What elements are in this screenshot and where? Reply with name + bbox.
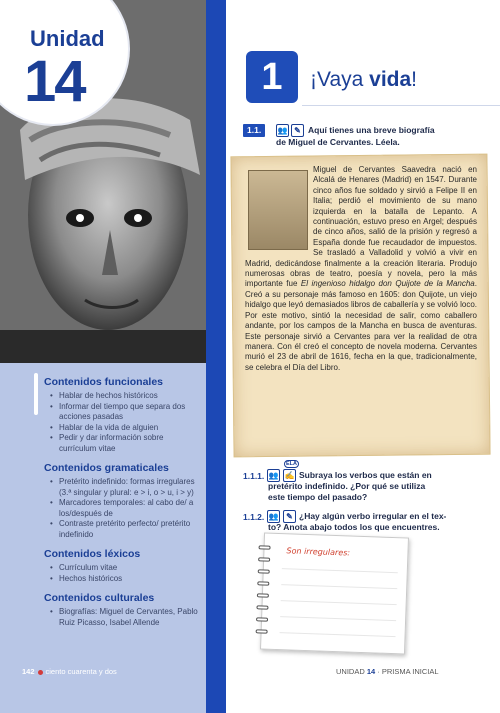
spiral-ring-icon [256,605,268,609]
answer-notebook[interactable] [260,533,409,655]
exercise-instruction: este tiempo del pasado? [268,492,368,502]
spiral-ring-icon [258,569,270,573]
page-number-words: ciento cuarenta y dos [45,667,117,676]
contents-section [28,376,202,454]
people-icon: 👥 [268,471,279,480]
page-number: 142 [22,667,35,676]
contents-section [28,592,202,628]
exercise-instruction: ¿Hay algún verbo irregular en el tex- [299,511,447,521]
people-icon: 👥 [268,512,279,521]
notebook-label: Son irregulares: [286,546,351,558]
section-title: Contenidos léxicos [44,548,141,560]
spiral-ring-icon [258,557,270,561]
unit-label: Unidad [30,26,105,51]
section-title-heading: ¡Vaya vida! [310,68,418,91]
section-title: Contenidos funcionales [44,376,164,388]
list-item: • Pedir y dar información sobre currículum vitae [50,433,202,454]
left-column [0,0,206,713]
grammar-icon: ✍ [284,471,295,480]
exercise-tag: 1.1.1. [243,471,265,481]
list-item: • Biografías: Miguel de Cervantes, Pablo Ruiz Picasso, Isabel Allende [50,607,202,628]
footer-right: UNIDAD 14 · PRISMA INICIAL [336,667,439,676]
contents-list [28,376,202,636]
spiral-ring-icon [256,629,268,633]
spiral-ring-icon [258,545,270,549]
write-icon: ✎ [283,510,296,523]
read-icon: ✎ [291,124,304,137]
footer-left [22,667,117,676]
exercise-tag: 1.1. [243,124,265,137]
list-item: • Hablar de hechos históricos [50,391,202,402]
dot-icon [38,670,43,675]
exercise-tag: 1.1.2. [243,512,265,522]
section-title: Contenidos culturales [44,592,155,604]
section-number: 1 [246,51,298,103]
spiral-ring-icon [257,581,269,585]
exercise-instruction: Aquí tienes una breve biografía [308,125,435,135]
exercise-instruction: to? Anota abajo todos los que encuentres. [268,522,440,532]
list-item: • Pretérito indefinido: formas irregulares (3.ª singular y plural: e > i, o > u, i > y) [50,477,202,498]
section-title: Contenidos gramaticales [44,462,169,474]
biography-text: Miguel de Cervantes Saavedra nació en Alcalá de Henares (Madrid) en 1547. Durante cinco años fue soldado y sirvió a Felipe II en Italia; perdió el movimiento de su mano izquierda en la batalla de Lepanto. A continuación, estuvo preso en Argel; después de cinco años, salió de la prisión y regresó a España donde fue recaudador de impuestos. Se trasladó a Valladolid y volvió a vivir en Madrid, dedicándose finalmente a la creación literaria. Produjo numerosas obras de teatro, poesía y novela, pero la más importante fue El ingenioso hidalgo don Quijote de la Mancha. Creó a su personaje más famoso en 1605: don Quijote, un viejo hidalgo que leyó demasiados libros de caballería y se volvió loco. Por este motivo, sintió la necesidad de salir, como caballero andante, por los campos de la Mancha en busca de aventuras. Este personaje sirvió a Cervantes para ver la realidad de otra manera. Con él creó el concepto de novela moderna. Cervantes murió el 23 de abril de 1616, fecha en la que, tradicionalmente, se celebra el Día del Libro. [245,165,477,372]
unit-number: 14 [24,49,85,114]
list-item: • Contraste pretérito perfecto/ pretérito indefinido [50,519,202,540]
exercise-instruction: Subraya los verbos que están en [299,470,432,480]
contents-section [28,548,202,584]
list-item: • Marcadores temporales: al cabo de/ a los/después de [50,498,202,519]
list-item: • Informar del tiempo que separa dos acciones pasadas [50,402,202,423]
title-rule [302,105,500,106]
list-item: • Hablar de la vida de alguien [50,423,202,434]
people-icon: 👥 [277,126,288,135]
list-item: • Hechos históricos [50,574,202,585]
ela-badge: ELA [286,461,297,467]
contents-section [28,462,202,540]
list-item: • Currículum vitae [50,563,202,574]
spiral-ring-icon [257,593,269,597]
exercise-instruction: de Miguel de Cervantes. Léela. [276,137,400,147]
spiral-ring-icon [256,617,268,621]
blue-divider [206,0,226,713]
exercise-instruction: pretérito indefinido. ¿Por qué se utiliza [268,481,426,491]
